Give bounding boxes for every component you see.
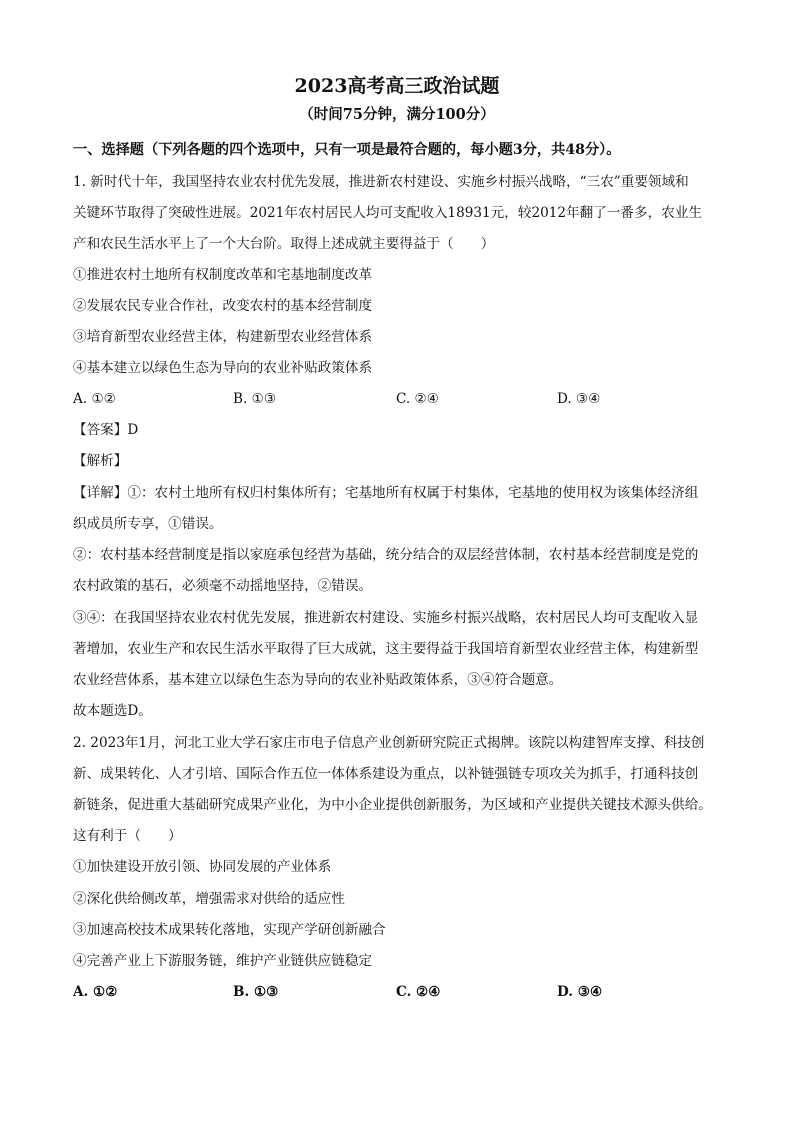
- q1-item-3: ③培育新型农业经营主体，构建新型农业经营体系: [73, 329, 373, 345]
- q1-stem-line-1: 1. 新时代十年，我国坚持农业农村优先发展，推进新农村建设、实施乡村振兴战略，“三农”重要领域和: [73, 174, 689, 190]
- exam-subtitle: （时间75分钟，满分100分）: [299, 106, 495, 123]
- q1-detail-line-2: 织成员所专享，①错误。: [73, 516, 223, 532]
- q2-item-3: ③加速高校技术成果转化落地，实现产学研创新融合: [73, 922, 386, 938]
- q1-item-2: ②发展农民专业合作社，改变农村的基本经营制度: [73, 298, 373, 314]
- q1-stem-line-3: 产和农民生活水平上了一个大台阶。取得上述成就主要得益于（ ）: [73, 236, 495, 252]
- section-title: 一、选择题（下列各题的四个选项中，只有一项是最符合题的，每小题3分，共48分）。: [73, 142, 621, 158]
- q2-option-c: C. ②④: [396, 984, 441, 1000]
- exam-title: 2023高考高三政治试题: [294, 75, 500, 97]
- q1-answer: 【答案】D: [73, 422, 139, 438]
- q2-stem-line-3: 新链条，促进重大基础研究成果产业化，为中小企业提供创新服务，为区域和产业提供关键技术源头供给。: [73, 797, 712, 813]
- q1-detail-line-6: 著增加，农业生产和农民生活水平取得了巨大成就，这主要得益于我国培育新型农业经营主体，构建新型: [73, 641, 699, 657]
- q1-conclusion: 故本题选D。: [73, 703, 152, 719]
- q1-detail-line-1: 【详解】①：农村土地所有权归村集体所有；宅基地所有权属于村集体，宅基地的使用权为该集体经济组: [73, 485, 699, 501]
- q1-detail-line-7: 农业经营体系，基本建立以绿色生态为导向的农业补贴政策体系，③④符合题意。: [73, 672, 563, 688]
- q2-option-d: D. ③④: [557, 984, 603, 1000]
- q2-option-a: A. ①②: [73, 984, 118, 1000]
- q1-item-4: ④基本建立以绿色生态为导向的农业补贴政策体系: [73, 360, 373, 376]
- q1-detail-line-4: 农村政策的基石，必须毫不动摇地坚持，②错误。: [73, 578, 373, 594]
- q1-option-d: D. ③④: [557, 391, 601, 407]
- q1-stem-line-2: 关键环节取得了突破性进展。2021年农村居民人均可支配收入18931元，较2012年翻了一番多，农业生: [73, 205, 702, 221]
- q1-detail-line-3: ②：农村基本经营制度是指以家庭承包经营为基础，统分结合的双层经营体制，农村基本经营制度是党的: [73, 547, 699, 563]
- q2-stem-line-2: 新、成果转化、人才引培、国际合作五位一体体系建设为重点，以补链强链专项攻关为抓手，打通科技创: [73, 766, 699, 782]
- q1-item-1: ①推进农村土地所有权制度改革和宅基地制度改革: [73, 267, 373, 283]
- q1-analysis-label: 【解析】: [73, 453, 128, 469]
- q2-item-2: ②深化供给侧改革，增强需求对供给的适应性: [73, 891, 345, 907]
- q1-option-c: C. ②④: [396, 391, 439, 407]
- q2-stem-line-1: 2. 2023年1月，河北工业大学石家庄市电子信息产业创新研究院正式揭牌。该院以构建智库支撑、科技创: [73, 735, 705, 751]
- q2-item-4: ④完善产业上下游服务链，维护产业链供应链稳定: [73, 953, 373, 969]
- q1-option-a: A. ①②: [73, 391, 116, 407]
- q1-option-b: B. ①③: [233, 391, 277, 407]
- q1-detail-line-5: ③④：在我国坚持农业农村优先发展，推进新农村建设、实施乡村振兴战略，农村居民人均可支配收入显: [73, 610, 699, 626]
- q2-item-1: ①加快建设开放引领、协同发展的产业体系: [73, 859, 332, 875]
- q2-stem-line-4: 这有利于（ ）: [73, 828, 182, 844]
- q2-option-b: B. ①③: [233, 984, 279, 1000]
